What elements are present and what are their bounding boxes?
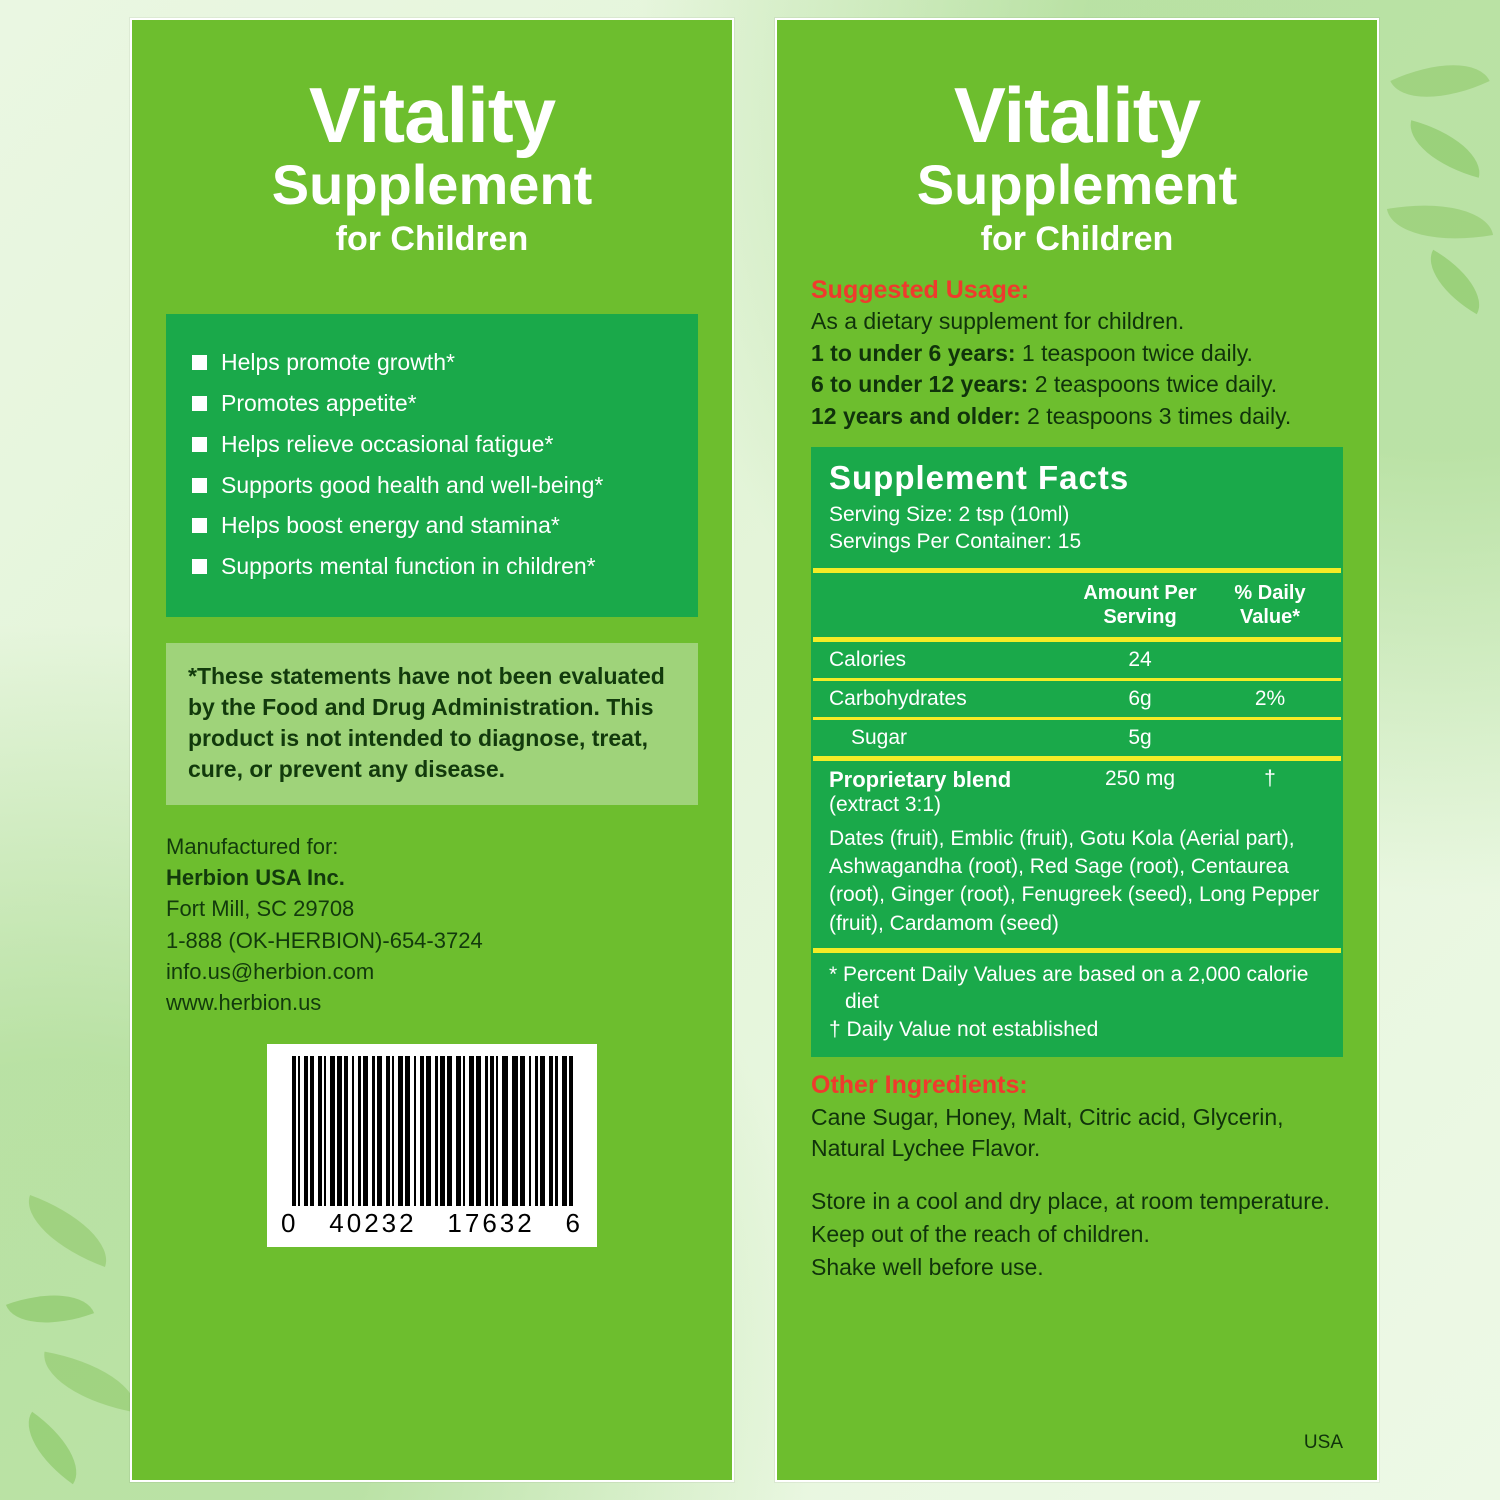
benefit-label: Helps boost energy and stamina* bbox=[221, 512, 560, 539]
dose-age: 6 to under 12 years: bbox=[811, 371, 1029, 398]
blend-dv: † bbox=[1264, 766, 1276, 790]
barcode-bars bbox=[277, 1056, 587, 1206]
usage-intro: As a dietary supplement for children. bbox=[811, 308, 1185, 335]
square-bullet-icon bbox=[192, 518, 207, 533]
other-ingredients-heading: Other Ingredients: bbox=[811, 1070, 1028, 1099]
back-title-block bbox=[777, 71, 1377, 258]
nutrient-amount: 5g bbox=[1128, 725, 1152, 749]
back-label-panel bbox=[775, 18, 1379, 1482]
table-row bbox=[813, 681, 1341, 717]
nutrient-name: Calories bbox=[829, 647, 907, 671]
table-row bbox=[813, 642, 1341, 678]
storage-line-1: Store in a cool and dry place, at room temperature. bbox=[811, 1187, 1331, 1214]
nutrient-dv: 2% bbox=[1254, 686, 1286, 710]
barcode-number bbox=[277, 1206, 587, 1243]
serving-size: Serving Size: 2 tsp (10ml) bbox=[829, 503, 1070, 527]
company-phone: 1-888 (OK-HERBION)-654-3724 bbox=[166, 927, 483, 953]
square-bullet-icon bbox=[192, 478, 207, 493]
column-daily-value: % Daily Value* bbox=[1234, 581, 1306, 628]
brand-name: Vitality bbox=[308, 71, 556, 159]
list-item bbox=[192, 389, 672, 418]
benefit-label: Promotes appetite* bbox=[221, 390, 417, 417]
blend-name: Proprietary blend bbox=[829, 766, 1012, 792]
barcode-right-digit: 6 bbox=[565, 1208, 583, 1239]
benefit-label: Helps promote growth* bbox=[221, 349, 455, 376]
square-bullet-icon bbox=[192, 396, 207, 411]
dose-age: 12 years and older: bbox=[811, 402, 1021, 429]
manufacturer-block bbox=[166, 831, 698, 1018]
product-type: Supplement bbox=[916, 153, 1238, 217]
product-audience: for Children bbox=[335, 219, 529, 258]
benefit-label: Supports good health and well-being* bbox=[221, 471, 604, 498]
dose-amount: 1 teaspoon twice daily. bbox=[1015, 339, 1253, 366]
front-title-block bbox=[132, 71, 732, 258]
square-bullet-icon bbox=[192, 355, 207, 370]
list-item bbox=[192, 471, 672, 500]
company-name: Herbion USA Inc. bbox=[166, 865, 345, 891]
list-item bbox=[192, 430, 672, 459]
other-ingredients-text: Cane Sugar, Honey, Malt, Citric acid, Glycerin, Natural Lychee Flavor. bbox=[811, 1103, 1284, 1161]
supplement-facts-footnotes bbox=[813, 953, 1341, 1055]
nutrient-amount: 6g bbox=[1128, 686, 1152, 710]
square-bullet-icon bbox=[192, 437, 207, 452]
benefit-label: Helps relieve occasional fatigue* bbox=[221, 430, 554, 457]
dose-amount: 2 teaspoons twice daily. bbox=[1028, 371, 1278, 398]
suggested-usage-heading: Suggested Usage: bbox=[811, 276, 1030, 305]
dose-row bbox=[811, 402, 1343, 431]
table-row bbox=[813, 720, 1341, 756]
manufactured-for-label: Manufactured for: bbox=[166, 833, 339, 859]
list-item bbox=[192, 552, 672, 581]
blend-amount: 250 mg bbox=[1104, 766, 1176, 790]
blend-ingredient-list: Dates (fruit), Emblic (fruit), Gotu Kola (Aerial part), Ashwagandha (root), Red Sage (root), Centaurea (root), Ginger (root), Fenugreek (seed), Long Pepper (fruit), Cardamom (seed) bbox=[829, 826, 1320, 935]
blend-extract-ratio: (extract 3:1) bbox=[829, 792, 942, 816]
fda-disclaimer: *These statements have not been evaluated by the Food and Drug Administration. This product is not intended to diagnose, treat, cure, or prevent any disease. bbox=[166, 643, 698, 805]
company-email: info.us@herbion.com bbox=[166, 958, 375, 984]
supplement-facts-panel bbox=[811, 447, 1343, 1057]
storage-line-2: Keep out of the reach of children. bbox=[811, 1221, 1150, 1248]
other-ingredients-section bbox=[811, 1071, 1343, 1283]
suggested-usage-section bbox=[811, 276, 1343, 431]
table-header-row bbox=[813, 573, 1341, 637]
benefits-box bbox=[166, 314, 698, 617]
company-website: www.herbion.us bbox=[166, 990, 322, 1016]
nutrient-name: Sugar bbox=[851, 725, 908, 749]
servings-per-container: Servings Per Container: 15 bbox=[829, 530, 1082, 554]
footnote-dagger: † Daily Value not established bbox=[829, 1017, 1099, 1041]
product-audience: for Children bbox=[980, 219, 1174, 258]
proprietary-blend-row bbox=[813, 761, 1341, 823]
dose-row bbox=[811, 339, 1343, 368]
nutrient-name: Carbohydrates bbox=[829, 686, 967, 710]
barcode-left-digit: 0 bbox=[281, 1208, 299, 1239]
column-amount-per-serving: Amount Per Serving bbox=[1083, 581, 1197, 628]
back-content bbox=[811, 276, 1343, 1283]
product-type: Supplement bbox=[271, 153, 593, 217]
front-label-panel bbox=[130, 18, 734, 1482]
square-bullet-icon bbox=[192, 559, 207, 574]
serving-info bbox=[813, 501, 1341, 568]
list-item bbox=[192, 348, 672, 377]
barcode-group-1: 40232 bbox=[329, 1208, 417, 1239]
benefit-label: Supports mental function in children* bbox=[221, 553, 596, 580]
storage-instructions bbox=[811, 1186, 1343, 1283]
list-item bbox=[192, 511, 672, 540]
barcode bbox=[267, 1044, 597, 1247]
brand-name: Vitality bbox=[953, 71, 1201, 159]
dose-amount: 2 teaspoons 3 times daily. bbox=[1020, 402, 1292, 429]
dose-row bbox=[811, 370, 1343, 399]
footnote-percent-dv: * Percent Daily Values are based on a 2,000 calorie diet bbox=[829, 963, 1309, 1014]
dose-age: 1 to under 6 years: bbox=[811, 339, 1016, 366]
company-address: Fort Mill, SC 29708 bbox=[166, 896, 355, 922]
nutrient-amount: 24 bbox=[1128, 647, 1152, 671]
storage-line-3: Shake well before use. bbox=[811, 1254, 1044, 1281]
supplement-facts-title: Supplement Facts bbox=[829, 459, 1130, 497]
country-of-origin: USA bbox=[1303, 1432, 1343, 1453]
barcode-group-2: 17632 bbox=[447, 1208, 535, 1239]
